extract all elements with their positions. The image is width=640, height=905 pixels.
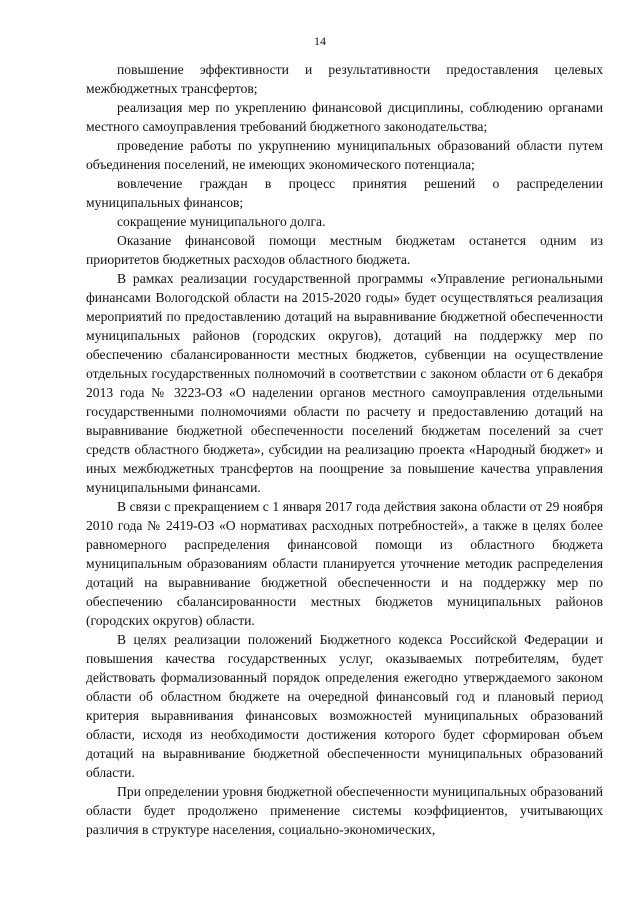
paragraph-goal-efficiency: повышение эффективности и результативности предоставления целевых межбюджетных трансфертов; <box>86 62 603 96</box>
paragraph-state-program: В рамках реализации государственной программы «Управление региональными финансами Вологодской области на 2015-2020 годы» будет осуществляться реализация мероприятий по предоставлению дотаций на выравнивание бюджетной обеспеченности муниципальных районов (городских округов), дотаций на поддержку мер по обеспечению сбалансированности местных бюджетов, субвенции на осуществление отдельных государственных полномочий в соответствии с законом области от 6 декабря 2013 года № 3223-ОЗ «О наделении органов местного самоуправления отдельными государственными полномочиями области по расчету и предоставлению дотаций на выравнивание бюджетной обеспеченности поселений бюджетам поселений за счет средств областного бюджета», субсидии на реализацию проекта «Народный бюджет» и иных межбюджетных трансфертов на поощрение за повышение качества управления муниципальными финансами. <box>86 271 603 495</box>
paragraph-budget-code: В целях реализации положений Бюджетного кодекса Российской Федерации и повышения качества государственных услуг, оказываемых потребителям, будет действовать формализованный порядок определения ежегодно утверждаемого законом области об областном бюджете на очередной финансовый год и плановый период критерия выравнивания финансовых возможностей муниципальных образований области, исходя из необходимости достижения которого будет сформирован объем дотаций на выравнивание бюджетной обеспеченности муниципальных образований области. <box>86 632 603 780</box>
paragraph-goal-discipline: реализация мер по укреплению финансовой дисциплины, соблюдению органами местного самоуправления требований бюджетного законодательства; <box>86 100 603 134</box>
paragraph-goal-citizens: вовлечение граждан в процесс принятия решений о распределении муниципальных финансов; <box>86 176 603 210</box>
paragraph-goal-debt: сокращение муниципального долга. <box>117 214 326 229</box>
paragraph-law-termination: В связи с прекращением с 1 января 2017 года действия закона области от 29 ноября 2010 года № 2419-ОЗ «О нормативах расходных потребностей», а также в целях более равномерного распределения финансовой помощи из областного бюджета муниципальным образованиям области планируется уточнение методик распределения дотаций на выравнивание бюджетной обеспеченности и на поддержку мер по обеспечению сбалансированности местных бюджетов муниципальных районов (городских округов) области. <box>86 499 603 628</box>
page-number: 14 <box>314 34 326 48</box>
paragraph-coefficients: При определении уровня бюджетной обеспеченности муниципальных образований области будет продолжено применение системы коэффициентов, учитывающих различия в структуре населения, социально-экономических, <box>86 784 603 837</box>
paragraph-goal-consolidation: проведение работы по укрупнению муниципальных образований области путем объединения поселений, не имеющих экономического потенциала; <box>86 138 603 172</box>
paragraph-financial-aid: Оказание финансовой помощи местным бюджетам останется одним из приоритетов бюджетных расходов областного бюджета. <box>86 233 603 267</box>
document-body <box>86 60 603 839</box>
